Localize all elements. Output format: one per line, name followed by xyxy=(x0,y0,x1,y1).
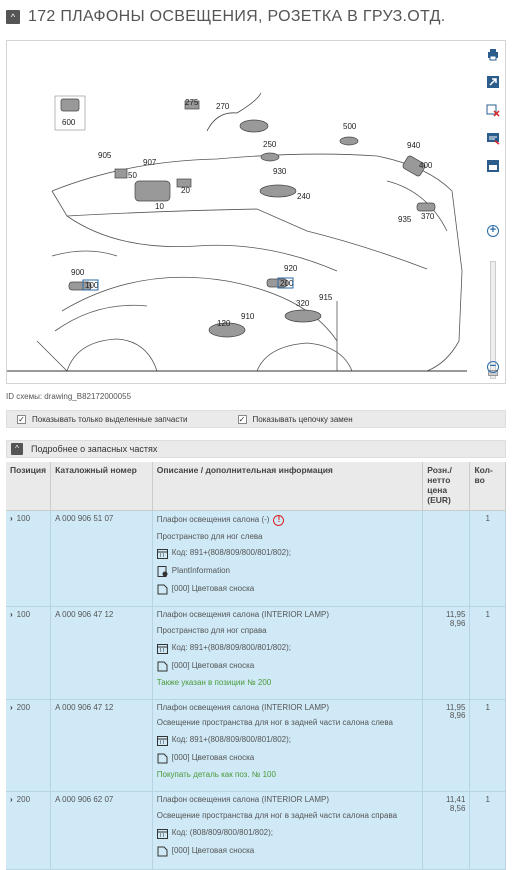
scheme-id: ID схемы: drawing_B82172000055 xyxy=(6,392,132,401)
color-note-icon xyxy=(157,753,168,764)
code-text: Код: 891+(808/809/800/801/802); xyxy=(171,735,291,745)
label-275: 275 xyxy=(185,98,199,107)
catalog-number: A 000 906 47 12 xyxy=(51,699,153,791)
details-header[interactable] xyxy=(6,440,506,458)
table-row[interactable] xyxy=(6,699,506,791)
part-name: Плафон освещения салона (-) xyxy=(156,514,270,524)
plant-info-link[interactable]: PlantInformation xyxy=(171,566,231,576)
label-240: 240 xyxy=(297,192,311,201)
label-940: 940 xyxy=(407,141,421,150)
col-price[interactable]: Розн./ нетто цена (EUR) xyxy=(423,462,470,510)
row-position[interactable]: › 200 xyxy=(6,699,51,791)
label-120: 120 xyxy=(217,319,231,328)
label-250: 250 xyxy=(263,140,277,149)
color-note-icon xyxy=(157,584,168,595)
row-price: 11,95 8,96 xyxy=(423,607,470,699)
label-500: 500 xyxy=(343,122,357,131)
position-note-link[interactable]: Также указан в позиции № 200 xyxy=(156,677,272,687)
label-600: 600 xyxy=(62,118,76,127)
table-header-row xyxy=(6,462,506,510)
label-50: 50 xyxy=(128,171,137,180)
col-position[interactable]: Позиция xyxy=(6,462,51,510)
clear-selection-icon[interactable] xyxy=(486,103,500,117)
row-description xyxy=(152,792,423,870)
col-catalog[interactable]: Каталожный номер xyxy=(51,462,153,510)
row-description xyxy=(152,510,423,607)
catalog-number: A 000 906 51 07 xyxy=(51,510,153,607)
label-920: 920 xyxy=(284,264,298,273)
calendar-icon xyxy=(157,643,168,654)
show-chain-option[interactable] xyxy=(238,415,353,424)
col-qty[interactable]: Кол- во xyxy=(470,462,506,510)
label-907: 907 xyxy=(143,158,157,167)
row-price: 11,41 8,56 xyxy=(423,792,470,870)
show-selected-label: Показывать только выделенные запчасти xyxy=(32,414,188,424)
label-915: 915 xyxy=(319,293,333,302)
color-note-icon xyxy=(157,661,168,672)
show-chain-checkbox[interactable]: ✓ xyxy=(238,414,246,424)
car-diagram xyxy=(7,41,487,385)
show-selected-option[interactable] xyxy=(17,415,188,424)
expand-arrow-icon[interactable]: › xyxy=(10,610,13,620)
row-qty: 1 xyxy=(470,510,506,607)
collapse-icon[interactable]: ^ xyxy=(6,10,20,24)
export-icon[interactable] xyxy=(486,75,500,89)
col-description[interactable]: Описание / дополнительная информация xyxy=(152,462,423,510)
label-910: 910 xyxy=(241,312,255,321)
part-name: Плафон освещения салона (INTERIOR LAMP) xyxy=(156,610,330,620)
cart-icon[interactable] xyxy=(486,131,500,145)
label-400: 400 xyxy=(419,161,433,170)
options-bar xyxy=(6,410,506,428)
code-text: Код: (808/809/800/801/802); xyxy=(171,827,273,837)
code-text: Код: 891+(808/809/800/801/802); xyxy=(171,548,291,558)
calendar-icon xyxy=(157,735,168,746)
color-note: [000] Цветовая сноска xyxy=(171,660,255,670)
label-200: 200 xyxy=(280,279,294,288)
color-note: [000] Цветовая сноска xyxy=(171,584,255,594)
calendar-icon xyxy=(157,828,168,839)
details-title: Подробнее о запасных частях xyxy=(31,444,158,454)
collapse-icon[interactable]: ^ xyxy=(11,443,23,455)
color-note-icon xyxy=(157,846,168,857)
row-position[interactable]: › 100 xyxy=(6,607,51,699)
table-row[interactable] xyxy=(6,510,506,607)
catalog-number: A 000 906 62 07 xyxy=(51,792,153,870)
expand-arrow-icon[interactable]: › xyxy=(10,702,13,712)
part-extra: Пространство для ног слева xyxy=(156,531,263,541)
zoom-out-button[interactable]: − xyxy=(487,361,499,373)
label-270: 270 xyxy=(216,102,230,111)
label-320: 320 xyxy=(296,299,310,308)
row-qty: 1 xyxy=(470,699,506,791)
label-930: 930 xyxy=(273,167,287,176)
label-935: 935 xyxy=(398,215,412,224)
print-icon[interactable] xyxy=(486,47,500,61)
row-price: 11,95 8,96 xyxy=(423,699,470,791)
expand-arrow-icon[interactable]: › xyxy=(10,795,13,805)
label-370: 370 xyxy=(421,212,435,221)
row-position[interactable]: › 200 xyxy=(6,792,51,870)
plant-info-icon xyxy=(157,566,168,577)
show-selected-checkbox[interactable]: ✓ xyxy=(18,414,25,424)
page-title: 172 ПЛАФОНЫ ОСВЕЩЕНИЯ, РОЗЕТКА В ГРУЗ.ОТД. xyxy=(28,8,446,25)
label-905: 905 xyxy=(98,151,112,160)
window-icon[interactable] xyxy=(486,159,500,173)
table-row[interactable] xyxy=(6,607,506,699)
catalog-number: A 000 906 47 12 xyxy=(51,607,153,699)
parts-table xyxy=(6,462,506,870)
row-position[interactable]: › 100 xyxy=(6,510,51,607)
color-note: [000] Цветовая сноска xyxy=(171,845,255,855)
zoom-in-button[interactable]: + xyxy=(487,225,499,237)
page-header xyxy=(6,8,445,26)
part-name: Плафон освещения салона (INTERIOR LAMP) xyxy=(156,702,330,712)
row-qty: 1 xyxy=(470,792,506,870)
position-note-link[interactable]: Покупать деталь как поз. № 100 xyxy=(156,770,276,780)
row-description xyxy=(152,699,423,791)
parts-drawing[interactable] xyxy=(6,40,506,384)
color-note: [000] Цветовая сноска xyxy=(171,753,255,763)
table-row[interactable] xyxy=(6,792,506,870)
part-extra: Освещение пространства для ног в задней части салона слева xyxy=(156,718,393,728)
show-chain-label: Показывать цепочку замен xyxy=(252,414,353,424)
part-extra: Пространство для ног справа xyxy=(156,626,267,636)
row-description xyxy=(152,607,423,699)
label-100: 100 xyxy=(85,281,99,290)
label-10: 10 xyxy=(155,202,164,211)
warning-icon[interactable]: ! xyxy=(273,515,284,526)
drawing-toolbar xyxy=(485,47,501,187)
part-name: Плафон освещения салона (INTERIOR LAMP) xyxy=(156,795,330,805)
label-20: 20 xyxy=(181,186,190,195)
part-extra: Освещение пространства для ног в задней части салона справа xyxy=(156,810,398,820)
row-price xyxy=(423,510,470,607)
expand-arrow-icon[interactable]: › xyxy=(10,513,13,523)
code-text: Код: 891+(808/809/800/801/802); xyxy=(171,642,291,652)
label-900: 900 xyxy=(71,268,85,277)
calendar-icon xyxy=(157,548,168,559)
row-qty: 1 xyxy=(470,607,506,699)
